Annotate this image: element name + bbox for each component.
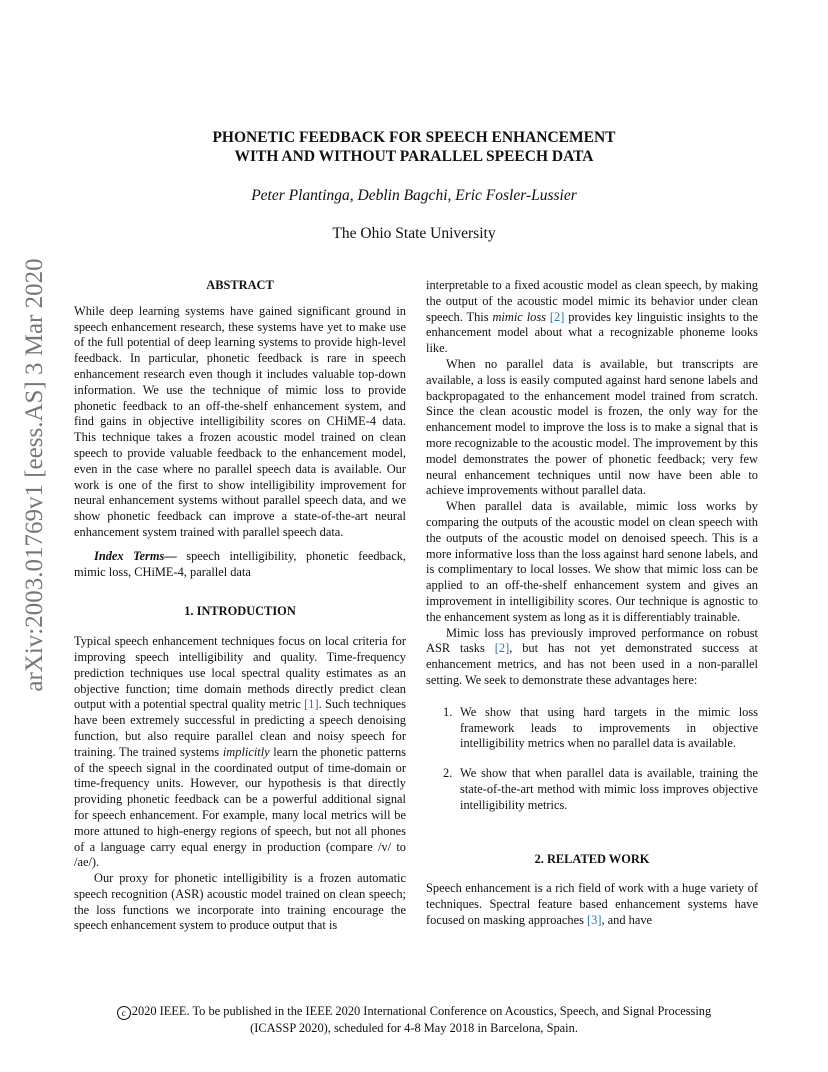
citation-link[interactable]: [3] <box>587 912 602 927</box>
list-item: 1. We show that using hard targets in the mimic loss framework leads to improvements in objective intelligibility metrics when no parallel data is available. <box>443 704 758 751</box>
copyright-footer <box>0 1003 828 1037</box>
left-column <box>74 278 406 934</box>
citation-link[interactable]: [2] <box>494 641 510 656</box>
right-column <box>426 278 758 929</box>
title-line-2: WITH AND WITHOUT PARALLEL SPEECH DATA <box>234 148 594 165</box>
intro-paragraph-4: When no parallel data is available, but transcripts are available, a loss is easily computed against hard senone labels and backpropagated to the enhancement model trained from scratch. Since the clean acoustic model is frozen, the only way for the enhancement model to improve the loss is to make a signal that is more recognizable to the acoustic model. The improvement by this model demonstrates the power of phonetic feedback; very few neural enhancement techniques until now have been able to achieve improvements without parallel data. <box>426 356 758 498</box>
affiliation: The Ohio State University <box>332 225 496 242</box>
footer-line-2: (ICASSP 2020), scheduled for 4-8 May 2018 in Barcelona, Spain. <box>250 1021 578 1035</box>
arxiv-stamp-text: arXiv:2003.01769v1 [eess.AS] 3 Mar 2020 <box>21 258 48 692</box>
arxiv-stamp <box>20 258 50 692</box>
intro-paragraph-5: When parallel data is available, mimic loss works by comparing the outputs of the acoustic model on clean speech with the outputs of the acoustic model on denoised speech. This is a more informative loss than the loss against hard senone labels, and is complimentary to local losses. We show that mimic loss can be applied to an off-the-shelf enhancement system and gives an improvement in intelligibility scores. Our technique is agnostic to the enhancement system as long as it is differentiably trainable. <box>426 499 758 624</box>
index-terms-text: speech intelligibility, phonetic feedback, mimic loss, CHiME-4, parallel data <box>74 548 406 579</box>
introduction-heading: 1. INTRODUCTION <box>184 604 296 619</box>
footer-line-1: c 2020 IEEE. To be published in the IEEE 2020 International Conference on Acoustics, Speech, and Signal Processing <box>0 1003 828 1020</box>
intro-paragraph-3: interpretable to a fixed acoustic model as clean speech, by making the output of the acoustic model mimic its behavior under clean speech. This mimic loss [2] provides key linguistic insights to the enhancement model about what a recognizable phoneme looks like. <box>426 278 758 356</box>
intro-paragraph-2: Our proxy for phonetic intelligibility is a frozen automatic speech recognition (ASR) acoustic model trained on clean speech; the loss functions we incorporate into training encourage the speech enhancement system to produce output that is <box>74 871 406 933</box>
intro-paragraph-6: Mimic loss has previously improved performance on robust ASR tasks [2], but has not yet demonstrated success at enhancement metrics, and has not been used in a non-parallel setting. We seek to demonstrate these advantages here: <box>426 625 758 687</box>
contributions-list <box>426 705 758 814</box>
copyright-icon: c <box>117 1006 131 1020</box>
list-item: 2. We show that when parallel data is available, training the state-of-the-art method with mimic loss improves objective intelligibility metrics. <box>443 766 758 812</box>
citation-link[interactable]: [2] <box>549 309 565 324</box>
index-terms-label: Index Terms— <box>94 548 177 563</box>
abstract-heading: ABSTRACT <box>206 278 274 292</box>
title-line-1: PHONETIC FEEDBACK FOR SPEECH ENHANCEMENT <box>212 129 616 146</box>
paper-title <box>0 128 828 166</box>
related-work-heading: 2. RELATED WORK <box>534 851 650 866</box>
intro-paragraph-1: Typical speech enhancement techniques focus on local criteria for improving speech intelligibility and quality. Time-frequency prediction techniques use local spectral quality estimates as an objective function; time domain methods directly predict clean output with a potential spectral quality metric [1]. Such techniques have been extremely successful in predicting a speech denoising function, but also require parallel clean and noisy speech for training. The trained systems implicitly learn the phonetic patterns of the speech signal in the coordinated output of time-domain or time-frequency units. However, our hypothesis is that directly providing phonetic feedback can be a powerful additional signal for speech enhancement. For example, many local metrics will be more attuned to high-energy regions of speech, but not all phones of a language carry equal energy in production (compare /v/ to /ae/). <box>74 634 407 870</box>
authors: Peter Plantinga, Deblin Bagchi, Eric Fosler-Lussier <box>251 187 577 204</box>
citation-link[interactable]: [1] <box>304 697 319 712</box>
index-terms <box>74 549 406 581</box>
abstract-text: While deep learning systems have gained significant ground in speech enhancement research, these systems have yet to make use of the full potential of deep learning systems to provide high-level feedback. In particular, phonetic feedback is rare in speech enhancement research even though it includes valuable top-down information. We use the technique of mimic loss to provide phonetic feedback to an off-the-shelf enhancement system, and find gains in objective intelligibility scores on CHiME-4 data. This technique takes a frozen acoustic model trained on clean speech to provide valuable feedback to the enhancement model, even in the case where no parallel speech data is available. Our work is one of the first to show intelligibility improvement for neural enhancement systems without parallel speech data, and we show phonetic feedback can improve a state-of-the-art neural enhancement system trained with parallel speech data. <box>74 303 406 539</box>
related-work-paragraph: Speech enhancement is a rich field of work with a huge variety of techniques. Spectral feature based enhancement systems have focused on masking approaches [3], and have <box>426 881 758 927</box>
